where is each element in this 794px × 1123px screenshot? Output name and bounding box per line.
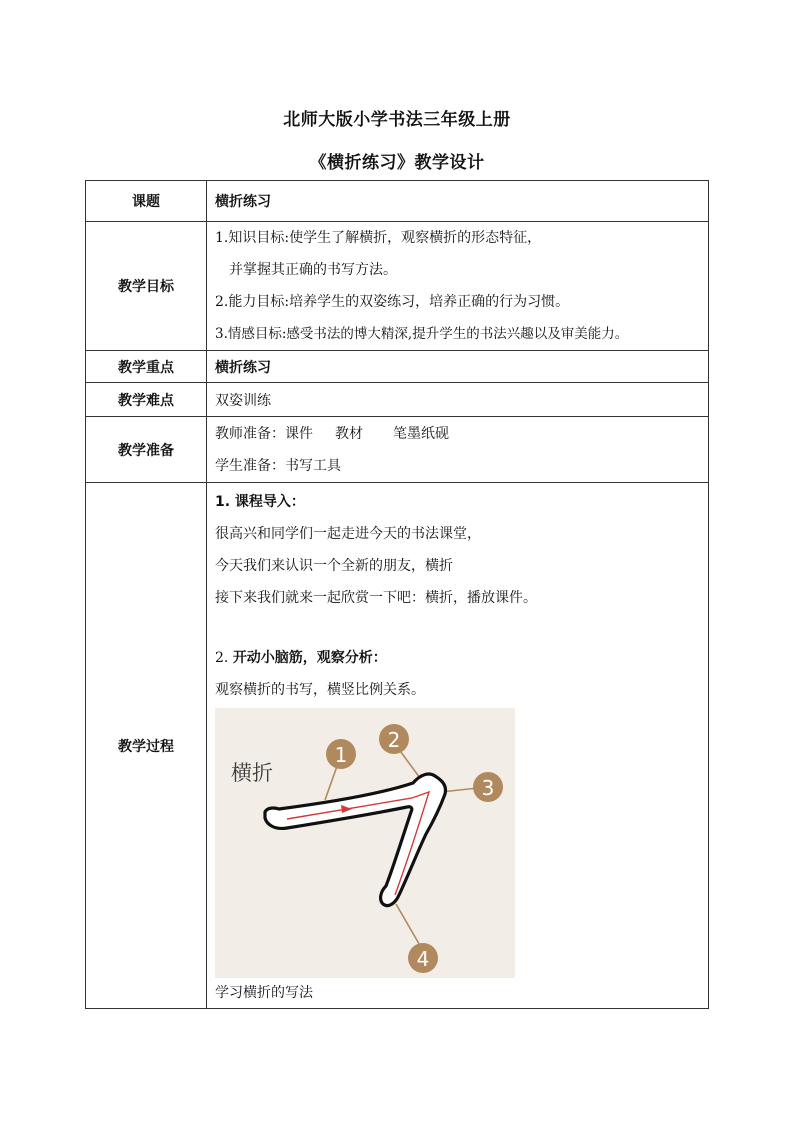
teacher-item-3: 笔墨纸砚 <box>393 425 449 442</box>
svg-text:1: 1 <box>334 743 348 767</box>
goal-line-3: 2.能力目标:培养学生的双姿练习，培养正确的行为习惯。 <box>215 294 570 310</box>
section-2-line: 观察横折的书写，横竖比例关系。 <box>215 682 425 698</box>
section-1-line-2: 今天我们来认识一个全新的朋友，横折 <box>215 558 453 574</box>
marker-4 <box>408 943 438 973</box>
label-preparation: 教学准备 <box>86 417 207 483</box>
value-process <box>207 483 709 1009</box>
teacher-item-2: 教材 <box>335 425 363 442</box>
teacher-preparation <box>215 418 704 450</box>
student-preparation: 学生准备：书写工具 <box>215 457 341 474</box>
section-2-number: 2. <box>215 650 229 666</box>
row-topic <box>86 181 709 222</box>
figure-background <box>215 708 515 978</box>
teacher-item-1: 课件 <box>285 425 313 442</box>
label-process: 教学过程 <box>86 483 207 1009</box>
label-topic: 课题 <box>86 181 207 222</box>
goal-line-1: 1.知识目标:使学生了解横折，观察横折的形态特征， <box>215 230 542 246</box>
section-1-line-3: 接下来我们就来一起欣赏一下吧：横折，播放课件。 <box>215 590 537 606</box>
label-goals: 教学目标 <box>86 222 207 351</box>
svg-text:2: 2 <box>387 728 401 752</box>
section-1-title: 1. 课程导入： <box>215 494 305 510</box>
row-key-point <box>86 351 709 383</box>
value-difficulty: 双姿训练 <box>207 383 709 417</box>
label-key-point: 教学重点 <box>86 351 207 383</box>
teacher-prefix: 教师准备： <box>215 425 285 442</box>
goal-line-2: 并掌握其正确的书写方法。 <box>229 262 397 278</box>
section-2-title <box>215 642 704 674</box>
label-difficulty: 教学难点 <box>86 383 207 417</box>
marker-2 <box>379 724 409 754</box>
figure-label: 横折 <box>231 761 273 785</box>
value-preparation <box>207 417 709 483</box>
section-2-heading: 开动小脑筋，观察分析： <box>232 650 387 666</box>
lesson-plan-table <box>85 180 709 1009</box>
document-title: 北师大版小学书法三年级上册 <box>283 110 511 130</box>
value-goals <box>207 222 709 351</box>
row-process <box>86 483 709 1009</box>
marker-3 <box>473 772 503 802</box>
row-preparation <box>86 417 709 483</box>
svg-text:4: 4 <box>416 947 430 971</box>
goal-line-4: 3.情感目标:感受书法的博大精深,提升学生的书法兴趣以及审美能力。 <box>215 326 629 342</box>
heng-zhe-stroke-figure <box>215 708 515 978</box>
svg-text:3: 3 <box>481 776 495 800</box>
figure-caption: 学习横折的写法 <box>215 985 313 1001</box>
value-topic: 横折练习 <box>207 181 709 222</box>
section-1-line-1: 很高兴和同学们一起走进今天的书法课堂， <box>215 526 481 542</box>
marker-1 <box>326 739 356 769</box>
document-subtitle: 《横折练习》教学设计 <box>309 153 485 173</box>
value-key-point: 横折练习 <box>207 351 709 383</box>
row-goals <box>86 222 709 351</box>
row-difficulty <box>86 383 709 417</box>
